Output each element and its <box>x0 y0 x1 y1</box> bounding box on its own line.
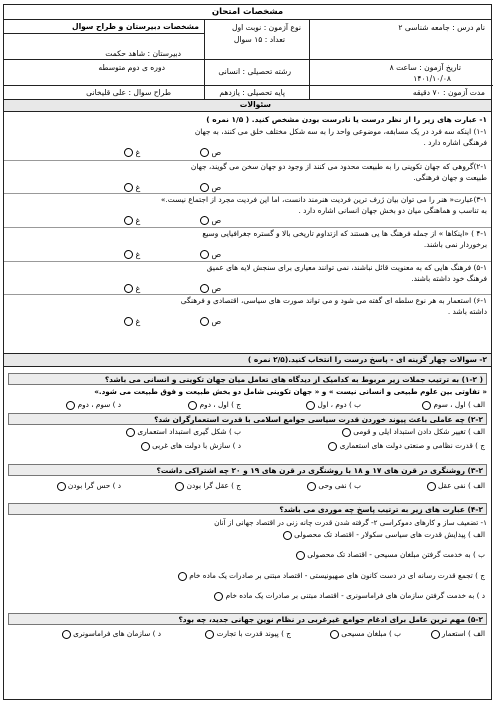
radio-circle[interactable] <box>124 148 133 157</box>
true-option[interactable]: ص <box>200 148 221 158</box>
answer-option[interactable]: ج ) قدرت نظامی و صنعتی دولت های استعماری <box>328 441 485 451</box>
tf-statement-cont: به تناسب و هماهنگی میان دو بخش جهان انسانی اشاره دارد . <box>298 206 487 215</box>
answer-option[interactable]: د ) سازمان های فراماسونری <box>62 629 161 639</box>
answer-option[interactable]: الف ) نفی عقل <box>427 481 485 491</box>
grade-level: پایه تحصیلی : یازدهم <box>219 88 285 97</box>
radio-circle[interactable] <box>307 482 316 491</box>
tf-statement-cont: فرهنگ خود داشته باشند. <box>411 274 487 283</box>
answer-option[interactable]: ب ) دوم ، اول <box>306 400 361 410</box>
radio-circle[interactable] <box>124 317 133 326</box>
radio-circle[interactable] <box>431 630 440 639</box>
radio-circle[interactable] <box>342 428 351 437</box>
section1-title: ۱- عبارت های زیر را از نظر درست یا نادرست بودن مشخص کنید. ( ۱/۵ نمره ) <box>206 115 487 124</box>
answer-option[interactable]: ج ) اول ، دوم <box>188 400 241 410</box>
radio-circle[interactable] <box>124 250 133 259</box>
radio-circle[interactable] <box>200 284 209 293</box>
radio-circle[interactable] <box>205 630 214 639</box>
radio-circle[interactable] <box>200 183 209 192</box>
exam-info-title: مشخصات امتحان <box>4 5 491 20</box>
field-of-study: رشته تحصیلی : انسانی <box>218 67 291 76</box>
false-option[interactable]: غ <box>124 183 140 193</box>
true-option[interactable]: ص <box>200 250 221 260</box>
false-option[interactable]: غ <box>124 250 140 260</box>
radio-circle[interactable] <box>200 250 209 259</box>
tf-statement-cont: برخوردار نمی باشند. <box>423 240 487 249</box>
tf-statement: ۳-۱)عبارت« هنر را می توان بیان ژرف ترین فردیت هنرمند دانست، اما این فردیت مجرد از اجتماع نیست.» <box>160 195 487 204</box>
answer-option[interactable]: د ) به خدمت گرفتن سازمان های فراماسونری - اقتصاد مبتنی بر صادرات یک ماده خام <box>214 591 485 601</box>
q2-5-question: ۵-۲) مهم ترین عامل برای ادغام جوامع غیرغربی در نظام نوین جهانی جدید، چه بود؟ <box>8 613 487 625</box>
school-name: دبیرستان : شاهد حکمت <box>105 49 181 58</box>
q2-4-statement: ۱- تضعیف ساز و کارهای دموکراسی ۲- گرفته شدن قدرت چانه زنی در اقتصاد جهانی از آنان <box>214 518 487 527</box>
exam-date: تاریخ آزمون : ساعت ۸ <box>389 63 461 72</box>
answer-option[interactable]: الف ) اول ، سوم <box>422 400 485 410</box>
q2-2-question: ۲-۲) چه عاملی باعث پیوند خوردن قدرت سیاسی جوامع اسلامی با قدرت استعمارگران شد؟ <box>8 413 487 425</box>
exam-type: نوع آزمون : نوبت اول <box>231 23 301 32</box>
radio-circle[interactable] <box>124 183 133 192</box>
radio-circle[interactable] <box>330 630 339 639</box>
answer-option[interactable]: ب ) مبلغان مسیحی <box>330 629 401 639</box>
exam-duration: مدت آزمون : ۷۰ دقیقه <box>412 88 485 97</box>
radio-circle[interactable] <box>200 317 209 326</box>
radio-circle[interactable] <box>200 148 209 157</box>
question-count: تعداد : ۱۵ سوال <box>233 35 285 44</box>
questions-title: سئوالات <box>239 100 271 109</box>
exam-header <box>4 19 491 99</box>
tf-statement: ۶-۱) استعمار به هر نوع سلطه ای گفته می شود و می تواند صورت های سیاسی، اقتصادی و فرهنگی <box>180 296 487 305</box>
tf-statement-cont: فرهنگی اشاره دارد . <box>423 138 487 147</box>
true-option[interactable]: ص <box>200 216 221 226</box>
radio-circle[interactable] <box>422 401 431 410</box>
q2-1-question: ( ۱-۲) به ترتیب جملات زیر مربوط به کدامیک از دیدگاه های تعامل میان جهان تکوینی و انسانی می باشد؟ <box>8 373 487 385</box>
radio-circle[interactable] <box>66 401 75 410</box>
radio-circle[interactable] <box>283 531 292 540</box>
radio-circle[interactable] <box>57 482 66 491</box>
answer-option[interactable]: الف ) پیدایش قدرت های سیاسی سکولار - اقتصاد تک محصولی <box>283 530 485 540</box>
tf-statement: ۵-۱) فرهنگ هایی که به معنویت قائل نباشند، نمی توانند معیاری برای سنجش لایه های عمیق <box>206 263 487 272</box>
tf-statement-cont: داشته باشد . <box>447 307 487 316</box>
true-option[interactable]: ص <box>200 183 221 193</box>
radio-circle[interactable] <box>124 284 133 293</box>
teachers-title: مشخصات دبیرستان و طراح سوال <box>71 22 199 31</box>
false-option[interactable]: غ <box>124 317 140 327</box>
subject: نام درس : جامعه شناسی ۲ <box>398 23 485 32</box>
tf-statement: ۱-۱) اینکه سه فرد در یک مسابقه، موضوعی واحد را به سه شکل مختلف خلق می کنند، به جهان <box>194 127 487 136</box>
answer-option[interactable]: د ) سازش با دولت های غربی <box>141 441 241 451</box>
radio-circle[interactable] <box>62 630 71 639</box>
answer-option[interactable]: الف ) تغییر شکل دادن استبداد ایلی و قومی <box>342 427 485 437</box>
q2-3-question: ۳-۲) روشنگری در قرن های ۱۷ و ۱۸ با روشنگری در قرن های ۱۹ و ۲۰ چه اشتراکی داشت؟ <box>8 464 487 476</box>
false-option[interactable]: غ <box>124 284 140 294</box>
question-designer: طراح سوال : علی قلیخانی <box>86 88 171 97</box>
true-option[interactable]: ص <box>200 317 221 327</box>
answer-option[interactable]: د ) سوم ، دوم <box>66 400 121 410</box>
radio-circle[interactable] <box>175 482 184 491</box>
answer-option[interactable]: د ) حس گرا بودن <box>57 481 121 491</box>
exam-date-value: ۱۴۰۱/۱۰/۰۸ <box>413 74 451 83</box>
tf-statement-cont: طبیعت و جهان فرهنگی. <box>413 173 487 182</box>
answer-option[interactable]: ج ) عقل گرا بودن <box>175 481 241 491</box>
answer-option[interactable]: ب ) نفی وحی <box>307 481 361 491</box>
tf-statement: ۲-۱)گروهی که جهان تکوینی را به طبیعت محدود می کنند از وجود دو جهان سخن می گویند، جهان <box>190 162 487 171</box>
exam-sheet <box>3 4 492 700</box>
q2-4-question: ۴-۲) عبارت های زیر به ترتیب پاسخ چه موردی می باشد؟ <box>8 503 487 515</box>
false-option[interactable]: غ <box>124 216 140 226</box>
section2-title: ۲- سوالات چهار گزینه ای - پاسخ درست را انتخاب کنید.(۲/۵ نمره ) <box>247 355 487 364</box>
radio-circle[interactable] <box>188 401 197 410</box>
radio-circle[interactable] <box>328 442 337 451</box>
radio-circle[interactable] <box>200 216 209 225</box>
answer-option[interactable]: الف ) استعمار <box>431 629 485 639</box>
q2-1-statement: « تفاوتی بین علوم طبیعی و انسانی نیست » و « جهان تکوینی شامل دو بخش طبیعت و فوق طبیعت می شود.» <box>94 387 487 396</box>
radio-circle[interactable] <box>427 482 436 491</box>
radio-circle[interactable] <box>296 551 305 560</box>
answer-option[interactable]: ج ) پیوند قدرت با تجارت <box>205 629 291 639</box>
radio-circle[interactable] <box>306 401 315 410</box>
tf-statement: ۴-۱ ) «اینکاها » از جمله فرهنگ ها یی هستند که ازتداوم تاریخی بالا و گستره جغرافیایی وسیع <box>202 229 487 238</box>
answer-option[interactable]: ب ) شکل گیری استبداد استعماری <box>126 427 241 437</box>
radio-circle[interactable] <box>178 572 187 581</box>
radio-circle[interactable] <box>214 592 223 601</box>
education-period: دوره ی دوم متوسطه <box>98 63 165 72</box>
false-option[interactable]: غ <box>124 148 140 158</box>
true-option[interactable]: ص <box>200 284 221 294</box>
answer-option[interactable]: ج ) تجمع قدرت رسانه ای در دست کانون های صهیونیستی - اقتصاد مبتنی بر صادرات یک ماده خام <box>178 571 485 581</box>
radio-circle[interactable] <box>126 428 135 437</box>
answer-option[interactable]: ب ) به خدمت گرفتن مبلغان مسیحی - اقتصاد تک محصولی <box>296 550 485 560</box>
radio-circle[interactable] <box>124 216 133 225</box>
radio-circle[interactable] <box>141 442 150 451</box>
